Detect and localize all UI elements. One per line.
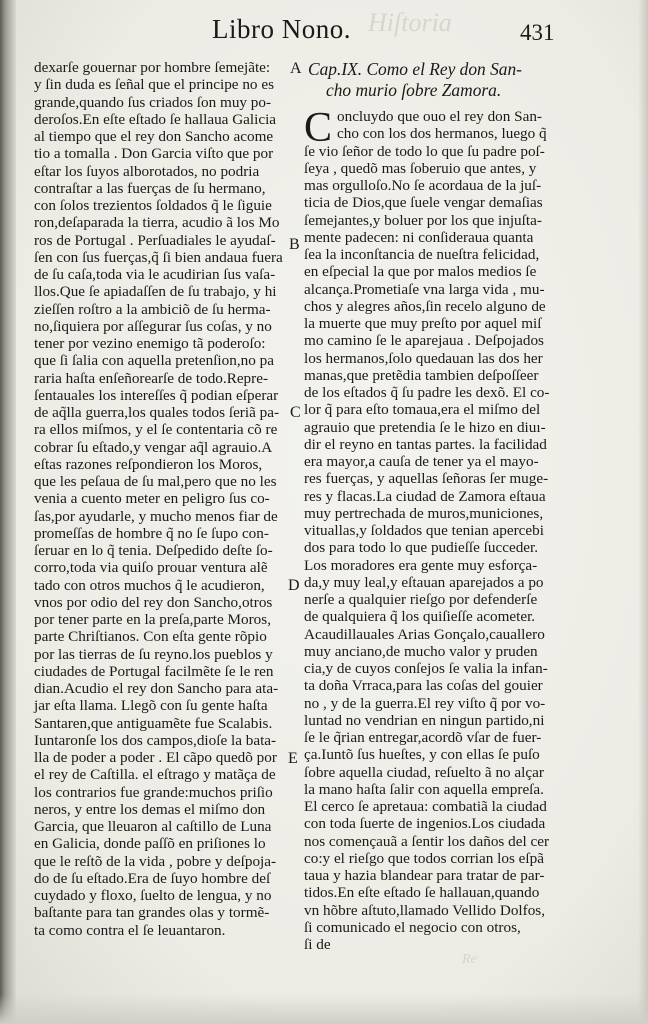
chapter-heading-line: cho murio ſobre Zamora.	[326, 80, 502, 100]
text-line: Acaudillauales Arias Gonçalo,cauallero	[304, 625, 545, 643]
text-line: ſentauales los intereſſes q̃ podian eſperar	[34, 386, 279, 404]
text-line: Los moradores era gente muy esforça-	[304, 556, 538, 574]
text-line: ros de Portugal . Perſuadiales le ayudaſ-	[34, 231, 276, 249]
text-line: muy anciano,de mucho valor y pruden	[304, 642, 538, 660]
left-text-column	[34, 59, 284, 939]
text-line: de aq̃lla guerra,los quales todos ſeriã pa-	[34, 404, 280, 421]
text-line: ça.Iuntõ ſus hueſtes, y con ellas ſe puſo	[304, 746, 540, 764]
text-line: ticia de Dios,que ſuele vengar demaſias	[304, 194, 543, 212]
text-line: eſtas razones reſpondieron los Moros,	[34, 455, 263, 473]
text-line: parte Chriſtianos. Con eſta gente rõpio	[34, 628, 267, 646]
text-line: ta como contra el ſe leuantaron.	[34, 921, 226, 939]
text-line: los hermanos,ſolo quedauan las dos her	[304, 349, 543, 367]
text-line: alcança.Prometiaſe vna larga vida , mu-	[304, 280, 545, 298]
text-line: lla de poder a poder . El cãpo quedõ por	[34, 749, 277, 766]
show-through-bleed-bottom: Re	[462, 952, 477, 967]
text-line: dir el reyno en tantas partes. la facilidad	[304, 435, 547, 453]
text-line: y ſin duda es ſeñal que el principe no es	[34, 76, 274, 94]
text-line: dian.Acudio el rey don Sancho para ata-	[34, 680, 279, 697]
text-line: deroſos.En eſte eſtado ſe hallaua Galicia	[34, 110, 277, 128]
text-line: Iuntaronſe los dos campos,dioſe la bata-	[34, 731, 277, 749]
text-line: ſi comunicado el negocio con otros,	[304, 918, 521, 936]
text-line: nerſe a qualquier rieſgo por defenderſe	[304, 591, 538, 608]
text-line: tado con otros muchos q̃ le acudieron,	[34, 576, 265, 594]
page-bottom-shadow	[0, 994, 648, 1024]
marginal-letter-d: D	[288, 577, 300, 594]
text-line: ſea la inconſtancia de nueſtra felicidad,	[304, 246, 540, 263]
text-line: vnos por odio del rey don Sancho,otros	[34, 593, 273, 611]
text-line: ciudades de Portugal facilmẽte ſe le ren	[34, 662, 274, 680]
text-line: era mayor,a cauſa de tener ya el mayo-	[304, 453, 539, 470]
text-line: ſe le q̃rian entregar,acordõ vſar de fuer-	[304, 729, 542, 746]
text-line: nos començauã a ſentir los daños del cer	[304, 832, 550, 850]
text-line: contraſtar a las fuerças de ſu hermano,	[34, 179, 266, 197]
text-line: manas,que pretẽdia tambien deſpoſſeer	[304, 366, 539, 384]
text-line: res y flacas.La ciudad de Zamora eſtaua	[304, 487, 546, 505]
text-line: ſeya , quedõ mas ſoberuio que antes, y	[304, 159, 537, 177]
text-line: los contrarios fue grande:muchos priſio	[34, 783, 273, 801]
text-line: la muerte que muy preſto por aquel miſ	[304, 315, 542, 332]
marginal-letter-e: E	[288, 750, 298, 767]
text-line: ſobre aquella ciudad, reſuelto ã no alçar	[304, 763, 544, 781]
text-line: ſeruar en lo q̃ tenia. Deſpedido deſte ſo-	[34, 542, 273, 559]
text-line: chos y alegres años,ſin recelo alguno de	[304, 297, 546, 315]
text-line: promeſſas de hombre q̃ no ſe ſupo con-	[34, 524, 269, 542]
text-line: Garcia, que lleuaron al caſtillo de Luna	[34, 818, 272, 835]
text-line: de qualquiera q̃ los quiſieſſe acometer.	[304, 608, 536, 626]
text-line: ra ellos miſmos, y el ſe contentaria cõ re	[34, 421, 278, 439]
text-line: grande,quando ſus criados ſon muy po-	[34, 93, 272, 111]
text-line: ſemejantes,y boluer por los que injuſta-	[304, 211, 542, 229]
text-line: mas orgulloſo.No ſe acordaua de la juſ-	[304, 177, 542, 194]
text-line: ſen con ſus fuerças,q̃ ſi bien andaua fuera	[34, 248, 283, 266]
page-number: 431	[520, 20, 555, 45]
text-line: en eſpecial la que por malos medios ſe	[304, 263, 537, 281]
text-line: de los eſtados q̃ ſu padre les dexõ. El co-	[304, 384, 550, 401]
text-line: dexarſe gouernar por hombre ſemejãte:	[34, 59, 271, 76]
text-line: corro,toda via quiſo prouar ventura alẽ	[34, 559, 268, 577]
drop-cap-initial: C	[304, 105, 333, 151]
text-line: tio a tomalla . Don Garcia viſto que por	[34, 145, 274, 163]
text-line: que ſi ſalia con aquella pretenſion,no pa	[34, 352, 274, 370]
text-line: no,ſiquiera por aſſegurar ſus coſas, y no	[34, 317, 272, 335]
text-line: no , y de la guerra.El rey viſto q̃ por vo-	[304, 694, 546, 712]
show-through-bleed: Hiſtoria	[368, 8, 452, 37]
text-line: eſtar los ſuyos alborotados, no podria	[34, 162, 260, 180]
text-line: cuydado y floxo, ſuelto de lengua, y no	[34, 887, 272, 904]
text-line: ron,deſaparada la tierra, acudio ã los Mo	[34, 214, 280, 232]
marginal-letter-a: A	[290, 60, 302, 77]
text-line: res fuerças, y aquellas ſeñoras ſer muge-	[304, 470, 549, 488]
text-line: do de ſu eſtado.Era de ſuyo hombre deſ	[34, 869, 271, 887]
text-line: cobrar ſu eſtado,y vengar aq̃l agrauio.A	[34, 438, 273, 456]
text-line: la mano haſta ſalir con aquella empreſa.	[304, 780, 544, 798]
text-line: cia,y de cuyos conſejos ſe valia la infan-	[304, 660, 548, 677]
text-line: que les peſaua de ſu mal,pero que no les	[34, 473, 277, 490]
page-gutter-shadow	[0, 0, 16, 1024]
text-line: baſtante para tan grandes olas y tormẽ-	[34, 904, 270, 922]
marginal-letter-b: B	[289, 236, 300, 253]
text-line: neros, y entre los demas el miſmo don	[34, 800, 266, 818]
text-line: ſe vio ſeñor de todo lo que ſu padre poſ-	[304, 142, 545, 160]
text-line: llos.Que ſe apiadaſſen de ſu trabajo, y hi	[34, 283, 277, 301]
text-line: zieſſen roſtro a la ambiciõ de ſu herma-	[34, 300, 271, 318]
chapter-body-text	[304, 105, 574, 953]
marginal-letter-c: C	[290, 404, 301, 421]
text-line: ta doña Vrraca,para las coſas del gouier	[304, 677, 543, 695]
text-line: da,y muy leal,y eſtauan aparejados a po	[304, 573, 544, 591]
text-line: con toda ſuerte de ingenios.Los ciudada	[304, 815, 546, 833]
text-line: que le reſtõ de la vida , pobre y deſpoja-	[34, 852, 277, 870]
text-line: de ſu caſa,toda via le acudirian ſus vaſa-	[34, 266, 276, 283]
text-line: cho con los dos hermanos, luego q̃	[337, 125, 547, 143]
text-line: por las tierras de ſu reyno.los pueblos y	[34, 645, 273, 663]
page-edge-shadow	[638, 0, 648, 1024]
text-line: raria haſta enſeñorearſe de todo.Repre-	[34, 369, 269, 387]
chapter-heading	[304, 59, 574, 101]
text-line: con ſolos trezientos ſoldados q̃ le ſiguie	[34, 197, 272, 214]
chapter-heading-line: Cap.IX. Como el Rey don San-	[308, 59, 522, 79]
text-line: tidos.En eſte eſtado ſe hallauan,quando	[304, 884, 540, 902]
text-line: agrauio que pretendia ſe le hizo en diuı-	[304, 418, 546, 436]
text-line: lor q̃ para eſto tomaua,era el miſmo del	[304, 401, 541, 419]
text-line: vn hõbre aſtuto,llamado Vellido Dolfos,	[304, 901, 545, 919]
running-title: Libro Nono.	[212, 14, 351, 44]
text-line: Santaren,que antiguamẽte fue Scalabis.	[34, 714, 273, 732]
text-line: el rey de Caſtilla. el eſtrago y matãça de	[34, 766, 276, 784]
text-line: El cerco ſe apretaua: combatiã la ciudad	[304, 798, 547, 815]
text-line: ſas,por ayudarle, y mucho menos fiar de	[34, 507, 278, 525]
text-line: jar eſta llama. Llegõ con ſu gente haſta	[34, 697, 268, 715]
text-line: ſi de	[304, 936, 331, 953]
text-line: mente padecen: ni conſideraua quanta	[304, 228, 534, 246]
text-line: oncluydo que ouo el rey don San-	[337, 108, 542, 125]
text-line: al tiempo que el rey don Sancho acome	[34, 128, 274, 145]
text-line: mo camino ſe le aparejaua . Deſpojados	[304, 332, 544, 350]
text-line: taua y hazia blandear para tratar de par-	[304, 867, 545, 884]
text-line: en Galicia, donde paſſõ en priſiones lo	[34, 835, 266, 853]
text-line: por tener parte en la preſa,parte Moros,	[34, 611, 271, 628]
text-line: luntad no vendrian en ningun partido,ni	[304, 711, 545, 729]
text-line: vituallas,y ſoldados que tenian apercebi	[304, 522, 544, 539]
text-line: muy pertrechada de muros,municiones,	[304, 504, 544, 522]
right-text-column	[304, 59, 574, 953]
text-line: venia a cuento meter en peligro ſus co-	[34, 490, 270, 508]
text-line: dos para todo lo que pudieſſe ſucceder.	[304, 539, 539, 557]
text-line: tener por vezino enemigo tã poderoſo:	[34, 335, 266, 352]
text-line: co:y el rieſgo que todos corrian los eſpã	[304, 849, 544, 867]
